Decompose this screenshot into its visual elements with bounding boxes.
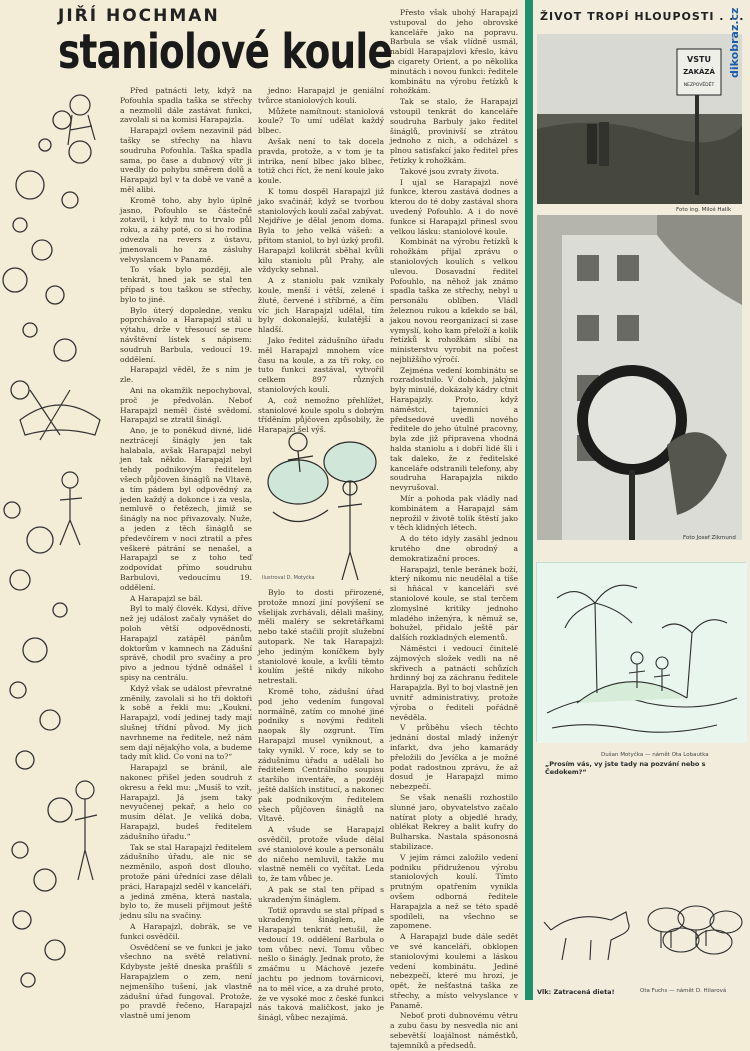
paragraph: Bylo úterý dopoledne, venku poprchávalo a Harapajzl stál u výtahu, drže v třesoucí se ruce návštěvní lístek s nápisem: soudruh Barbula, vedoucí 19. oddělení. xyxy=(120,305,252,364)
paragraph: Jako ředitel zádušního úřadu měl Harapajzl mnohem více času na koule, a za tři roky, co tuto funkci zastával, vytvořil celkem 897 různých staniolových koulí. xyxy=(258,335,384,394)
paragraph: Kombinát na výrobu řetízků k rohožkám přijal zprávu o staniolových koulích s velkou ulevou. Dosavadní ředitel Pofouhlo, na něhož jak známo spadla taška ze střechy, nebyl u personálu oblíben. Vládl železnou rukou a kdekdo se bál, jakou novou reorganizací si zase vymyslí, koho kam přeloží a kolik řetízků k rohožkám slíbí na ministerstvu vyrobit na počest nejbližšího výročí. xyxy=(390,237,518,364)
decorative-bubbles-column xyxy=(0,90,120,995)
cartoon-wolf-sheep xyxy=(536,860,746,980)
paragraph: A, což nemožno přehlížet, staniolové koule spolu s dobrým tříděním půjčoven způsobily, že Harapajzl šel výš. xyxy=(258,395,384,435)
article-column-3 xyxy=(390,8,518,1050)
paragraph: Ani na okamžik nepochyboval, proč je předvolán. Neboť Harapajzl neměl čisté svědomí. Harapajzl se ztratil šinágl. xyxy=(120,385,252,425)
paragraph: Tak se stal Harapajzl ředitelem zádušního úřadu, ale nic se nezměnilo, aspoň dost dlouho, protože páni úředníci zase dělali práci, Harapajzl seděl v kanceláři, a jediná změna, která nastala, bylo to, že museli přijmout ještě jednu sílu na svačiny. xyxy=(120,842,252,921)
article-column-1 xyxy=(120,86,252,1021)
paragraph: Se však nenašli rozhostilo slunné jaro, obyvatelstvo začalo natírat ploty a objedlé hrady, oblékat Rekrey a balit kufry do Bulharska. Nastala spásonosná stabilizace. xyxy=(390,792,518,851)
paragraph: A z staniolu pak vznikaly koule, menší i větší, zelené i žluté, červené i stříbrné, a čím víc jich Harapajzl udělal, tím byly dokonalejší, kulatější a hladší. xyxy=(258,276,384,335)
sign-line-2: ZAKÁZÁ xyxy=(683,68,715,76)
paragraph: Kromě toho, zádušní úřad pod jeho vedením fungoval normálně, zatím co mnohé jiné podniky s novými řediteli naopak šly ozgrunt. Tím Harapajzl musel vyniknout, a taky vynikl. V roce, kdy se to zádušnímu úřadu a udělali ho ředitelem Centrálního soupisu staršího inventáře, a později ještě dalších institucí, a nakonec pak podnikovým ředitelem všech půjčoven šináglů na Vltavě. xyxy=(258,686,384,824)
paragraph: A Harapajzl, dobrák, se ve funkci osvědčil. xyxy=(120,921,252,941)
cartoon-credit: Ota Fuchs — námět D. Hilarová xyxy=(640,988,727,994)
photo-credit: Foto ing. Miloš Halík xyxy=(676,207,732,213)
cartoon-caption: Vlk: Zatracená dieta! xyxy=(537,988,615,996)
paragraph: V jejím rámci založilo vedení podniku přidruženou výrobu staniolových koulí. Tímto prutným opatřením vynikla ovšem odborná ředitele Harapajzla a než se této spadě spodíleli, na všechno se zapomene. xyxy=(390,852,518,931)
cartoon-island xyxy=(536,562,746,742)
paragraph: Můžete namítnout: staniolová koule? To umí udělat každý blbec. xyxy=(258,106,384,136)
paragraph: Takové jsou zvraty života. xyxy=(400,166,499,176)
paragraph: Tak se stalo, že Harapajzl vstoupil tenkrát do kanceláře soudruha Barbuly jako ředitel šináglů, provinivší se ztrátou jednoho z nich, a odcházel s plnou satisfakcí jako ředitel přes řetízky k rohožkám. xyxy=(390,97,518,165)
paragraph: Kromě toho, aby bylo úplně jasno, Pofouhlo se částečně zotavil, i když mu to trvalo půl roku, a záhy poté, co si ho rodina odvezla na revers z ústavu, jmenovali ho za zásluhy velvyslancem v Panamě. xyxy=(120,195,252,264)
cartoon-credit: Dušan Motyčka — námět Ota Lobautka xyxy=(601,752,709,758)
paragraph: Harapajzl, tenle beránek boží, který nikomu nic neudělal a tiše si hňácal v kanceláři své staniolové koule, se stal terčem zlomyslné kritiky jednoho mladého inženýra, k němuž se, bohužel, přidalo ještě pár dalších rozkladných elementů. xyxy=(390,564,518,643)
paragraph: Byl to malý človék. Kdysi, dříve než jej událost začaly vynášet do poloh větší odpovědnosti, Harapajzl zatápěl pánům doktorům v kamnech na Zádušní správě, chodil pro svačiny a pro pivo a jednou týdně odnášel i spisy na centrálu. xyxy=(120,604,252,683)
paragraph: Neboť proti dubnovému větru a zubu času by nesvedla nic ani sebevětší loajálnost náměstků, tajemníků a předsedů. xyxy=(390,1011,518,1050)
paragraph: A pak se stal ten případ s ukradeným šináglem. xyxy=(258,884,384,904)
sidebar-accent-bar xyxy=(525,0,533,1000)
illustration-credit: Ilustroval D. Motyčka xyxy=(262,575,315,581)
paragraph: Harapajzl ovšem nezavinil pád tašky se střechy na hlavu soudruha Pofouhla. Taška spadla sama, po čase a dubnový vítr ji uvedly do pohybu směrem dolů a Harapajzl byl v ta době ve vaně a měl alibi. xyxy=(120,126,252,194)
paragraph: A Harapajzl se bál. xyxy=(130,593,203,603)
paragraph: jedno: Harapajzl je geniální tvůrce staniolových koulí. xyxy=(258,86,384,105)
sign-line-3: NEZPOVĚDĚT xyxy=(683,83,715,88)
paragraph: Náměstci i vedoucí činitelé zájmových složek vedli na ně skřivech a patnácti schůzích hrdinný boj za záchranu ředitele Harapajzla. Byl to boj vlastně jen uvnitř administrativy, protože výroba o řediteli pořádně nevěděla. xyxy=(390,644,518,722)
headline: staniolové koule xyxy=(58,24,393,80)
article-illustration xyxy=(258,412,384,586)
article-column-2-bottom xyxy=(258,588,384,1023)
photo-no-entry-sign xyxy=(537,34,742,204)
paragraph: A do této idyly zasáhl jednou krutého dne obrodný a demokratizační proces. xyxy=(390,534,518,563)
paragraph: Když však se událost převratné změnily, zavolali si ho tři doktoři k sobě a řekli mu: „Koukni, Harapajzl, vodí jedinej tady mají slušnej třídní původ. My jich navrhneme na ředitele, než nám sem dají nějakýho vola, a budeme tady mít klid. Co voni na to?“ xyxy=(120,683,252,762)
paragraph: Osvědčení se ve funkci je jako všechno na světě relativní. Kdybyste ještě dneska prašťili s Harapajzlem o zem, není nejmenšího tušení, jak vlastně zádušní úřad fungoval. Protože, po pravdě řečeno, Harapajzl vlastně umí jenom xyxy=(120,942,252,1021)
paragraph: Před patnácti lety, když na Pofouhla spadla taška se střechy a nezmolil dále zastávat funkci, zavolali si na komisi Harapajzla. xyxy=(120,86,252,125)
article-column-2-top xyxy=(258,86,384,435)
paragraph: K tomu dospěl Harapajzl již jako svačinář, když se tvorbou staniolových koulí začal zabývat. Nejdříve je dělal jenom doma. Byla to jeho velká vášeň: a přitom staniol, to byl úzký profil. Harapajzl kolikrát sběhal kvůli kilu staniolu půl Prahy, ale vždycky sehnal. xyxy=(258,186,384,275)
paragraph: To však bylo později, ale tenkrát, hned jak se stal ten případ s tou taškou se střechy, bylo to jiné. xyxy=(120,265,252,304)
paragraph: Mír a pohoda pak vládly nad kombinátem a Harapajzl sám neprožil v životě tolik štěstí jako v těch klidných létech. xyxy=(390,494,518,533)
paragraph: Přesto však ubohý Harapajzl vstupoval do jeho obrovské kanceláře jako na popravu. Barbula se však vlídně usmál, nabídl Harapajzlovi křeslo, kávu a cigarety Orient, a po několika minutách i novou funkci: ředitele kombinátu na výrobu řetízků k rohožkám. xyxy=(390,8,518,96)
cartoon-caption: „Prosím vás, vy jste tady na pozvání nebo s Čedokem?“ xyxy=(545,760,706,776)
paragraph: Avšak není to tak docela pravda, protože, a v tom je ta intrika, není blbec jako blbec, totiž chci říct, že není koule jako koule. xyxy=(258,136,384,186)
sign-line-1: VSTU xyxy=(687,55,711,64)
paragraph: Ano, je to poněkud divné, lidé neztrácejí šinágly jen tak halabala, avšak Harapajzl nebyl jen tak někdo. Harapajzl byl tehdy podnikovým ředitelem všech půjčoven šináglů na Vltavě, a tím pádem byl odpovědný za jeden každý a dokonce i za vesla, nemluvě o řetězech, jimiž se šinágly na noc přivazovaly. Nuže, a jeden z těch šináglů se předevčírem v noci ztratil a přes veškeré pátrání se nenašel, a Harapajzl se z toho teď zodpovídat přímo soudruhu Barbulovi, vedoucímu 19. oddělení. xyxy=(120,426,252,592)
author-name: JIŘÍ HOCHMAN xyxy=(58,6,220,26)
paragraph: Bylo to dosti přirozené, protože mnozí jiní povýšení se všelijak zvrhávali, dělali mašiny, měli maléry se sekretářkami nebo také stačili projít služební autopark. Ne tak Harapajzl: jeho jediným koníčkem byly staniolové koule, a kvůli těmto koulím ještě nikdy nikoho netrestali. xyxy=(258,588,384,686)
sidebar-title: ŽIVOT TROPÍ HLOUPOSTI . . . xyxy=(540,10,745,23)
paragraph: A Harapajzl bude dále sedět ve své kanceláři, obklopen staniolovými koulemi a láskou vedení kombinátu. Jediné nebezpečí, které mu hrozí, je opět, že nešťastná taška ze střechy, a místo velvyslance v Panamě. xyxy=(390,932,518,1010)
photo-credit: Foto Josef Zikmund xyxy=(683,535,736,541)
paragraph: V průběhu všech těchto jednání dostal mladý inženýr infarkt, dva jeho kamarády přeložili do Jevíčka a je možné podat radostnou zprávu, že až dosud je Harapajzl mimo nebezpečí. xyxy=(390,723,518,792)
paragraph: Harapajzl se bránil, ale nakonec přišel jeden soudruh z okresu a řekl mu: „Musíš to vzít, Harapajzl. Já jsem taky nevyučenej pekař, a helo co musím dělat. Je veliká doba, Harapajzl, budeš ředitelem zádušního úřadu.“ xyxy=(120,763,252,841)
paragraph: Totiž opravdu se stal případ s ukradeným šináglem, ale Harapajzl tenkrát netušil, že vedoucí 19. oddělení Barbula o tom vůbec neví. Tomu vůbec nešlo o šinágly. Jednak proto, že zmáčmu u Máchově jezeře jachtu po jednom továrnicovi, na to měl více, a za druhé proto, že ve vysoké moc z české funkci nás taková maličkost, jako je šinágl, vůbec nezajímá. xyxy=(258,905,384,1023)
site-watermark: dikobraz.cz xyxy=(728,7,741,78)
paragraph: Harapajzl věděl, že s ním je zle. xyxy=(120,365,252,385)
paragraph: A všude se Harapajzl osvědčil, protože všude dělal své staniolové koule a personálu do ničeho nemluvil, takže mu vlastně neměli co vyčítat. Leda to, že tam vůbec je. xyxy=(258,825,384,884)
photo-road-sign-building xyxy=(537,215,742,540)
paragraph: I ujal se Harapajzl nové funkce, kterou zastává dodnes a kterou do té doby zastával shora uvedený Pofouhlo. A i do nové funkce si Harapajzl přinesl svou velkou lásku: staniolové koule. xyxy=(390,177,518,236)
paragraph: Zejména vedení kombinátu se rozradostnilo. V dobách, jakými byly minulé, dokázaly kádry ctnit Harapajzly. Proto, když náměstci, tajemníci a předsedové uvedli nového ředitele do jeho útulné pracovny, byla zde již připravena vhodná halda staniolu a i dobří lidé šli i tak daleko, že z ředitelské kanceláře odstranili telefony, aby soudruha Harapajzla nikdo nevyrušoval. xyxy=(390,365,518,493)
